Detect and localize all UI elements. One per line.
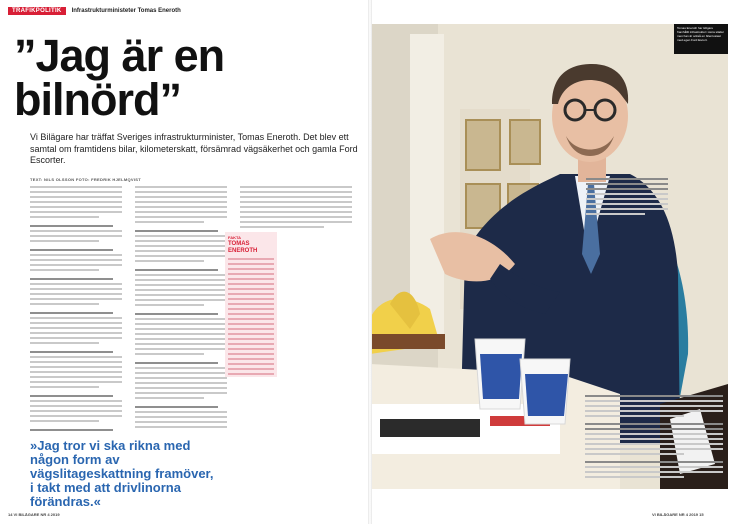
fact-box-label: FAKTA: [228, 235, 242, 240]
article-headline: [14, 30, 225, 125]
headline-line-2: bilnörd”: [14, 74, 181, 125]
photo-caption: [674, 24, 728, 54]
fact-box: [225, 232, 277, 377]
left-folio: 14 VI BILÄGARE NR 4 2019: [8, 512, 60, 517]
headline-line-1: ”Jag är en: [14, 30, 225, 81]
body-column-1: [30, 186, 122, 431]
page-gutter: [368, 0, 372, 524]
lead-paragraph: Vi Bilägare har träffat Sveriges infrastrukturminister, Tomas Eneroth. Det blev ett samtal om framtidens bilar, kilometerskatt, försämrad vägsäkerhet och gamla Ford Escorter.: [30, 132, 358, 165]
section-kicker: [8, 7, 181, 15]
body-column-2: [135, 186, 227, 431]
body-text-columns: [30, 186, 360, 431]
right-body-column-2: [585, 395, 723, 485]
pull-quote: »Jag tror vi ska rikna med någon form av vägslitageskattning framöver, i takt med att drivlinorna förändras.«: [30, 438, 214, 509]
byline: TEXT: NILS OLSSON FOTO: FREDRIK HJELMQVIST: [30, 177, 141, 182]
fact-box-title: TOMAS ENEROTH: [228, 241, 258, 254]
right-folio: VI BILÄGARE NR 4 2019 15: [652, 512, 704, 517]
caption-text: Tomas Eneroth har tidigare framhållit infrastruktur i stora städer men han är också en bilentusiast med egen Ford Escort.: [677, 26, 725, 42]
section-tag: TRAFIKPOLITIK: [8, 7, 66, 15]
kicker-subtitle: Infrastrukturministeter Tomas Eneroth: [71, 8, 181, 14]
